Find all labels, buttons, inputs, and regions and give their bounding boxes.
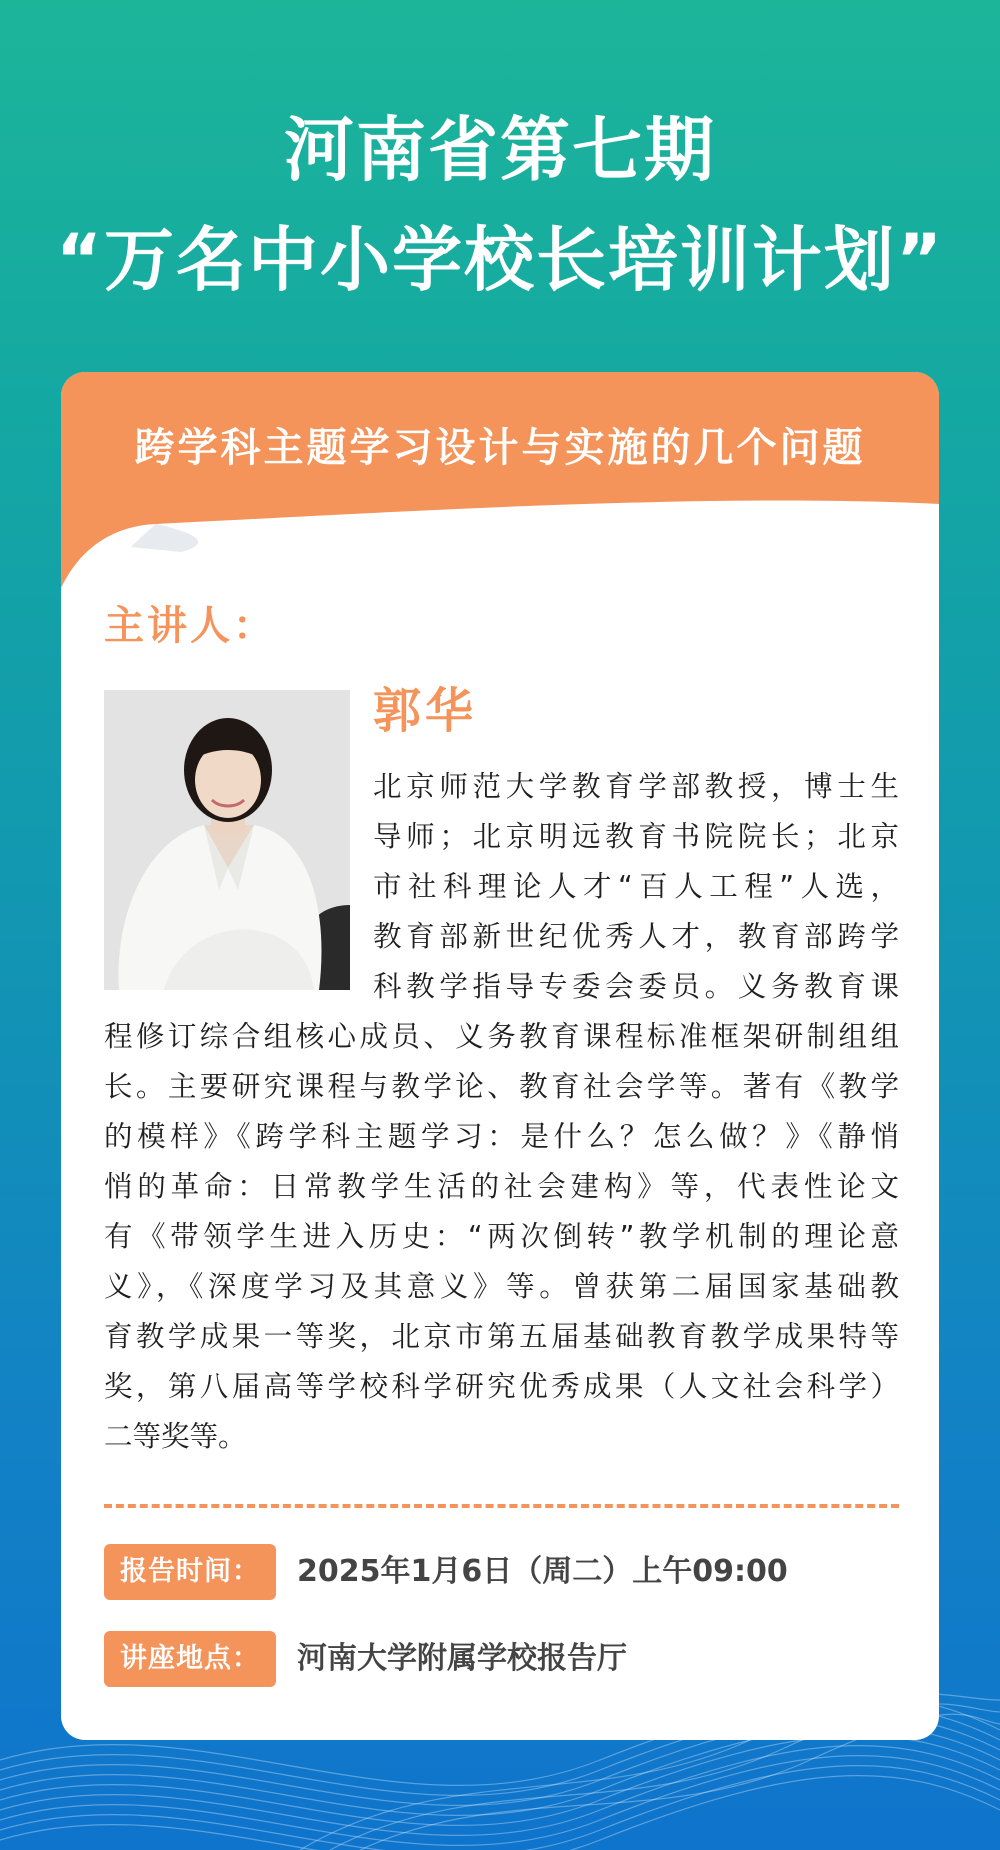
topic-banner xyxy=(61,372,939,612)
bio-line: 科教学指导专委会委员。义务教育课 xyxy=(373,970,899,1003)
bio-line: 导师；北京明远教育书院院长；北京 xyxy=(373,820,899,853)
time-label: 报告时间： xyxy=(104,1544,276,1600)
poster-title xyxy=(0,95,1000,315)
speaker-card xyxy=(61,372,939,1740)
speaker-label: 主讲人： xyxy=(104,603,276,649)
bio-line: 育教学成果一等奖，北京市第五届基础教育教学成果特等 xyxy=(104,1320,899,1353)
bio-line: 有《带领学生进入历史：“两次倒转”教学机制的理论意 xyxy=(104,1220,899,1253)
speaker-bio xyxy=(104,762,899,1462)
lecture-topic: 跨学科主题学习设计与实施的几个问题 xyxy=(134,425,866,471)
title-line-1: 河南省第七期 xyxy=(284,109,716,191)
bio-line: 悄的革命：日常教学生活的社会建构》等，代表性论文 xyxy=(104,1170,899,1203)
place-value: 河南大学附属学校报告厅 xyxy=(297,1641,627,1676)
bio-line: 的模样》《跨学科主题学习：是什么？怎么做？》《静悄 xyxy=(104,1120,899,1153)
title-line-2: “万名中小学校长培训计划” xyxy=(55,219,944,301)
bio-line: 程修订综合组核心成员、义务教育课程标准框架研制组组 xyxy=(104,1020,899,1053)
bio-line: 教育部新世纪优秀人才，教育部跨学 xyxy=(373,920,899,953)
dashed-divider xyxy=(104,1504,899,1508)
speaker-name: 郭华 xyxy=(373,683,478,739)
bio-line: 长。主要研究课程与教学论、教育社会学等。著有《教学 xyxy=(104,1070,899,1103)
bio-line: 市社科理论人才“百人工程”人选， xyxy=(373,870,899,903)
bio-line: 北京师范大学教育学部教授，博士生 xyxy=(373,770,899,803)
time-value: 2025年1月6日（周二）上午09:00 xyxy=(297,1554,788,1589)
bio-line: 奖，第八届高等学校科学研究优秀成果（人文社会科学） xyxy=(104,1370,899,1403)
bio-line: 义》，《深度学习及其意义》等。曾获第二届国家基础教 xyxy=(104,1270,899,1303)
place-label: 讲座地点： xyxy=(104,1631,276,1687)
bio-line: 二等奖等。 xyxy=(104,1420,247,1453)
